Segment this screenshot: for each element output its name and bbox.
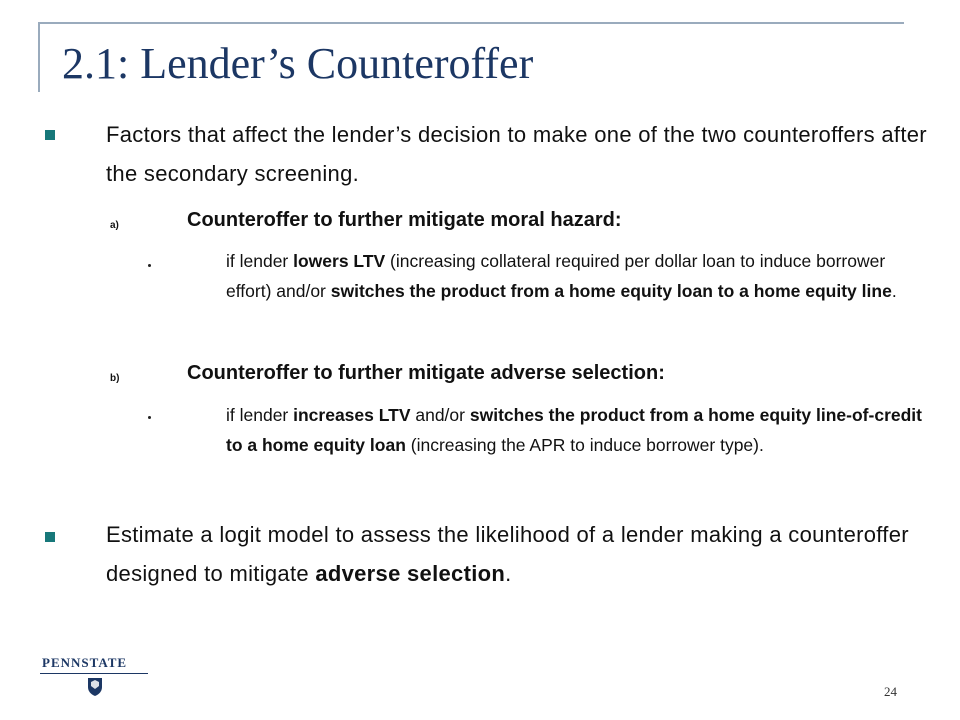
shield-icon <box>87 677 103 697</box>
square-bullet-icon <box>45 532 55 542</box>
detail-text: and/or <box>410 405 470 425</box>
detail-text: if lender <box>226 251 294 271</box>
logo-rule <box>40 673 148 674</box>
detail-text: if lender <box>226 405 294 425</box>
detail-bold: switches the product from a home equity line-of-credit to a home equity loan <box>226 405 922 455</box>
detail-adverse-selection <box>226 400 932 460</box>
dot-bullet-icon <box>148 416 151 419</box>
detail-moral-hazard <box>226 246 932 306</box>
sub-marker-a: a) <box>110 220 119 231</box>
bullet-text: Estimate a logit model to assess the likelihood of a lender making a counteroffer designed to mitigate <box>106 522 909 586</box>
detail-bold: switches the product from a home equity loan to a home equity line <box>330 281 892 301</box>
sub-heading-adverse-selection: Counteroffer to further mitigate adverse selection: <box>187 362 665 384</box>
detail-bold: lowers LTV <box>293 251 386 271</box>
frame-left-line <box>38 22 40 92</box>
logo-wordmark: PENNSTATE <box>42 655 128 670</box>
page-number: 24 <box>884 684 897 699</box>
dot-bullet-icon <box>148 264 151 267</box>
bullet-logit-model <box>106 515 936 593</box>
bullet-text: . <box>505 561 512 586</box>
slide-title: 2.1: Lender’s Counteroffer <box>62 39 534 88</box>
detail-text: (increasing the APR to induce borrower type). <box>405 435 764 455</box>
detail-bold: increases LTV <box>293 405 411 425</box>
sub-marker-b: b) <box>110 373 120 384</box>
bullet-factors: Factors that affect the lender’s decision to make one of the two counteroffers after the secondary screening. <box>106 122 927 186</box>
bullet-bold: adverse selection <box>315 561 506 586</box>
frame-top-line <box>38 22 904 24</box>
sub-heading-moral-hazard: Counteroffer to further mitigate moral hazard: <box>187 209 622 231</box>
pennstate-logo <box>40 655 150 701</box>
detail-text: (increasing collateral required per dollar loan to induce borrower effort) and/or <box>226 251 886 301</box>
square-bullet-icon <box>45 130 55 140</box>
detail-text: . <box>891 281 897 301</box>
